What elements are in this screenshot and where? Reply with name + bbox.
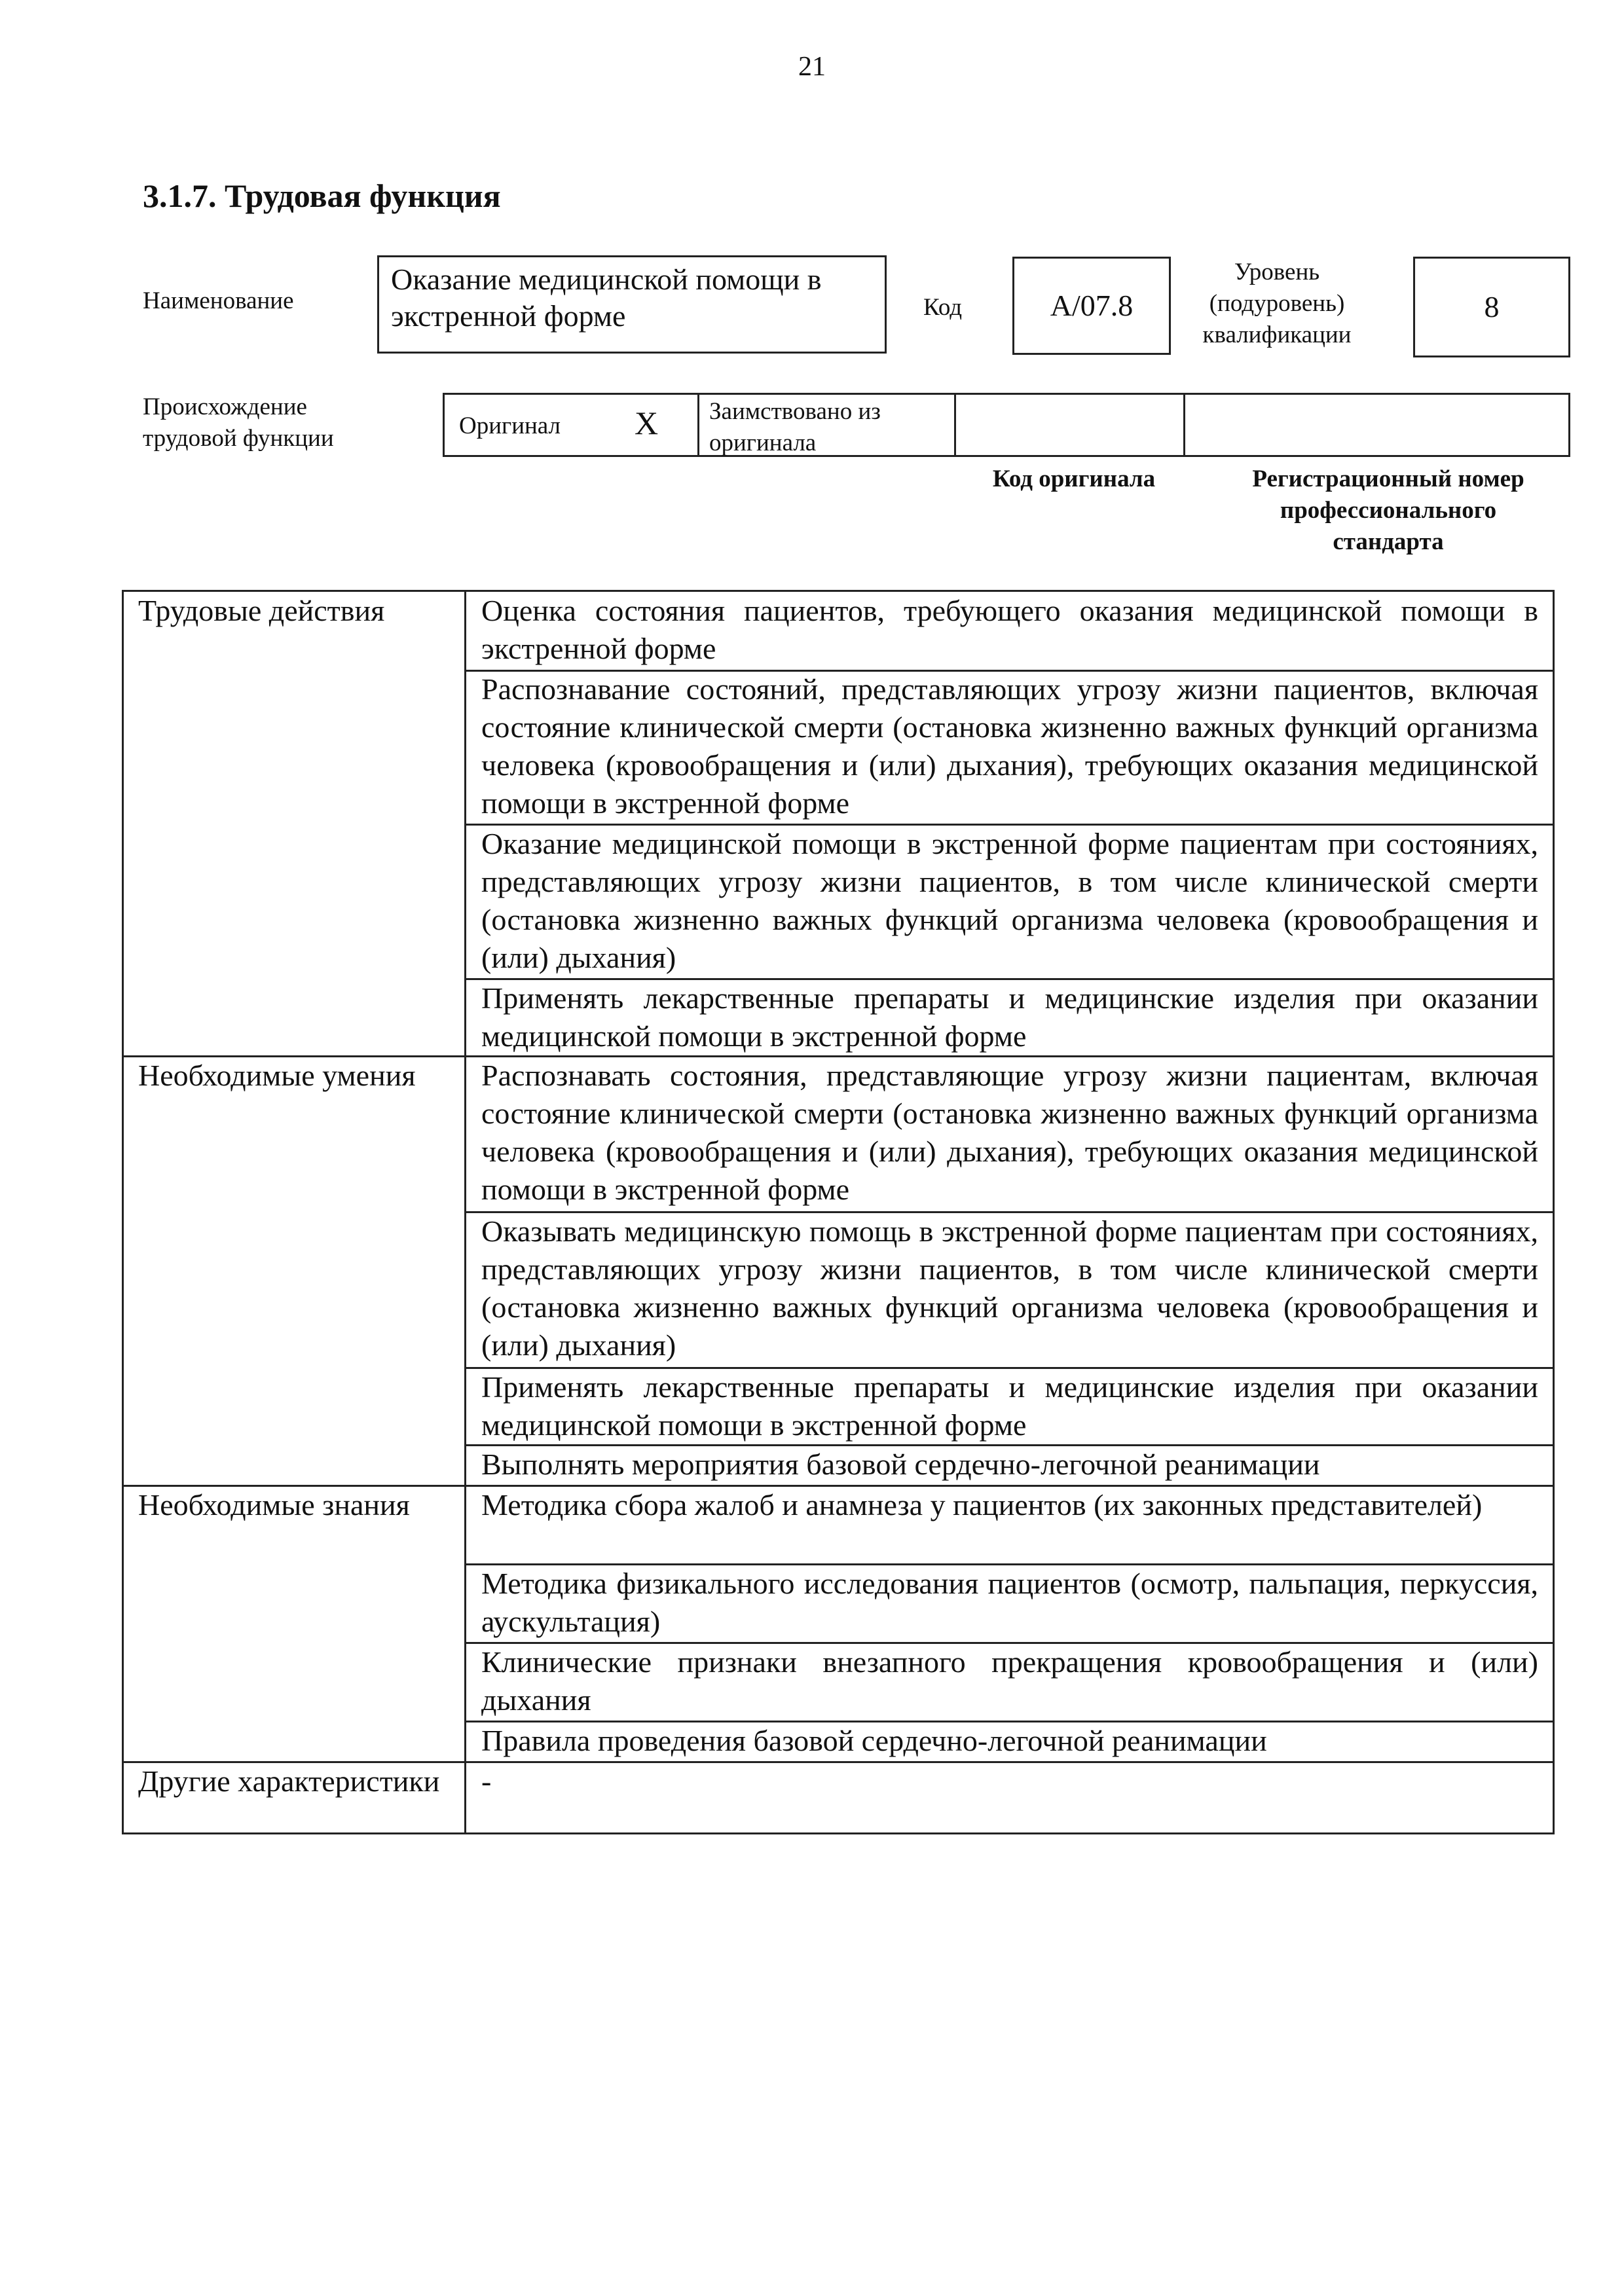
- origin-divider: [697, 395, 699, 455]
- skill-item: Распознавать состояния, представляющие угрозу жизни пациентам, включая состояние клинической смерти (остановка жизненно важных функций организма человека (кровообращения и (или) дыхания), требующих оказания медицинской помощи в экстренной форме: [481, 1059, 1538, 1206]
- level-value: 8: [1413, 257, 1570, 357]
- page-number: 21: [798, 52, 826, 82]
- code-original-label: Код оригинала: [992, 465, 1156, 492]
- name-label: Наименование: [143, 287, 294, 314]
- skill-item: Оказывать медицинскую помощь в экстренной форме пациентам при состояниях, представляющих угрозу жизни пациентов, в том числе клинической смерти (остановка жизненно важных функций организма человека (кровообращения и (или) дыхания): [481, 1214, 1538, 1362]
- knowledge-item: Методика сбора жалоб и анамнеза у пациентов (их законных представителей): [481, 1488, 1483, 1522]
- labor-action-item: Оказание медицинской помощи в экстренной форме пациентам при состояниях, представляющих угрозу жизни пациентов, в том числе клинической смерти (остановка жизненно важных функций организма человека (кровообращения и (или) дыхания): [481, 827, 1538, 974]
- knowledge-item: Правила проведения базовой сердечно-легочной реанимации: [481, 1724, 1267, 1757]
- code-label: Код: [923, 294, 963, 321]
- origin-label: Происхождение трудовой функции: [143, 393, 334, 452]
- code-value: A/07.8: [1012, 257, 1171, 355]
- origin-table: [443, 393, 1570, 457]
- reg-number-label: Регистрационный номер профессионального стандарта: [1252, 465, 1524, 555]
- skill-item: Выполнять мероприятия базовой сердечно-легочной реанимации: [481, 1448, 1320, 1481]
- other-characteristics-value: -: [481, 1764, 492, 1798]
- knowledge-item: Методика физикального исследования пациентов (осмотр, пальпация, перкуссия, аускультация): [481, 1567, 1538, 1638]
- label-required-skills: Необходимые умения: [138, 1059, 416, 1092]
- original-mark: X: [635, 405, 659, 441]
- original-label: Оригинал: [459, 412, 561, 439]
- labor-action-item: Оценка состояния пациентов, требующего оказания медицинской помощи в экстренной форме: [481, 594, 1538, 665]
- origin-divider: [954, 395, 956, 455]
- label-labor-actions: Трудовые действия: [138, 594, 385, 627]
- borrowed-label: Заимствовано из оригинала: [709, 398, 881, 456]
- main-table: [122, 590, 1555, 1834]
- labor-action-item: Распознавание состояний, представляющих угрозу жизни пациентов, включая состояние клинической смерти (остановка жизненно важных функций организма человека (кровообращения и (или) дыхания), требующих оказания медицинской помощи в экстренной форме: [481, 672, 1538, 820]
- label-required-knowledge: Необходимые знания: [138, 1488, 410, 1522]
- name-value: Оказание медицинской помощи в экстренной форме: [377, 255, 887, 354]
- labor-action-item: Применять лекарственные препараты и медицинские изделия при оказании медицинской помощи в экстренной форме: [481, 981, 1538, 1053]
- skill-item: Применять лекарственные препараты и медицинские изделия при оказании медицинской помощи в экстренной форме: [481, 1370, 1538, 1442]
- section-title: 3.1.7. Трудовая функция: [143, 177, 501, 214]
- label-other-characteristics: Другие характеристики: [138, 1764, 440, 1798]
- knowledge-item: Клинические признаки внезапного прекращения кровообращения и (или) дыхания: [481, 1645, 1538, 1717]
- level-label: Уровень (подуровень) квалификации: [1202, 259, 1352, 348]
- origin-divider: [1183, 395, 1185, 455]
